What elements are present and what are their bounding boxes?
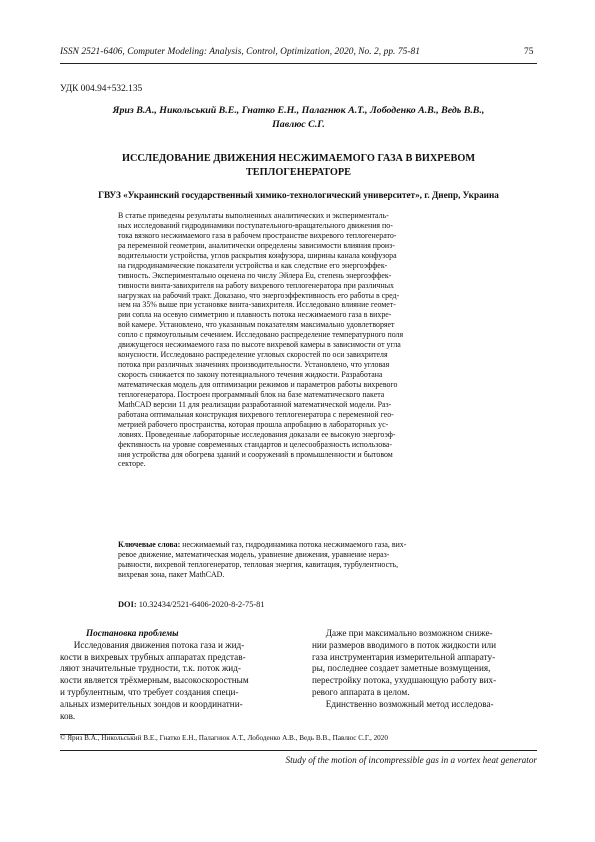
doi	[118, 600, 265, 609]
article-title	[60, 152, 537, 179]
footer-rule	[60, 750, 537, 751]
body-line: Даже при максимально возможном сниже-	[312, 628, 493, 638]
keywords-line: рывности, вихревой теплогенератор, тепловая энергия, кавитация, турбулентность,	[118, 559, 399, 569]
body-line: газа инструментария измерительной аппарату-	[312, 651, 496, 662]
page-number: 75	[524, 47, 534, 57]
abstract-line: ра переменной геометрии, аналитически определены зависимости влияния произ-	[118, 240, 395, 250]
header-rule	[60, 63, 537, 64]
abstract	[118, 211, 481, 469]
keywords-line: вихревая зона, пакет MathCAD.	[118, 569, 225, 579]
body-line: кости в вихревых трубных аппаратах представ-	[60, 651, 246, 662]
abstract-line: тока вязкого несжимаемого газа в рабочем пространстве вихревого теплогенерато-	[118, 230, 397, 240]
abstract-line: ния устройства для обогрева зданий и сооружений в промышленности и бытовом	[118, 449, 393, 459]
abstract-line: нагрузках на рабочий тракт. Доказано, что энергоэффективность его работы в сред-	[118, 290, 400, 300]
body-line: ков.	[60, 710, 76, 721]
journal-header: ISSN 2521-6406, Computer Modeling: Analysis, Control, Optimization, 2020, No. 2, pp. 75-81	[60, 47, 420, 57]
doi-label: DOI:	[118, 600, 137, 609]
abstract-line: тивность. Экспериментально оценена по числу Эйлера Eu, степень энергоэффек-	[118, 270, 392, 280]
abstract-line: теплогенератора. Построен программный блок на базе математического пакета	[118, 389, 385, 399]
abstract-line: потока при различных значениях производительности. Установлено, что угловая	[118, 360, 390, 370]
keywords-text: несжимаемый газ, гидродинамика потока несжимаемого газа, вих-	[180, 540, 407, 549]
authors	[60, 104, 537, 132]
abstract-line: метрией рабочего пространства, которая прошла апробацию в лабораторных ус-	[118, 419, 389, 429]
abstract-line: нем на 35% выше при установке винта-завихрителя. Исследовано влияние геомет-	[118, 300, 396, 310]
abstract-line: водительности устройства, углов раскрытия конфузора, ширины канала конфузора	[118, 250, 397, 260]
doi-value: 10.32434/2521-6406-2020-8-2-75-81	[136, 600, 265, 609]
title-line: ИССЛЕДОВАНИЕ ДВИЖЕНИЯ НЕСЖИМАЕМОГО ГАЗА В ВИХРЕВОМ	[121, 153, 476, 164]
body-line: Исследования движения потока газа и жид-	[60, 639, 245, 650]
abstract-line: фективность на уровне современных стандартов и целесообразность использова-	[118, 439, 392, 449]
keywords	[118, 540, 481, 580]
copyright-note: © Яриз В.А., Никольський В.Е., Гнатко Е.Н., Палагнюк А.Т., Лободенко А.В., Ведь В.В., Павлюс С.Г., 2020	[60, 734, 388, 742]
keywords-line	[118, 540, 481, 550]
abstract-line: В статье приведены результаты выполненных аналитических и эксперименталь-	[118, 211, 389, 220]
left-column	[60, 628, 285, 722]
abstract-line: рии сопла на осевую симметрию и плавность потока несжимаемого газа в вихре-	[118, 310, 392, 320]
body-line: ры, последнее создает заметные возмущения,	[312, 663, 491, 674]
abstract-line: ных исследований гидродинамики поступательного-вращательного движения по-	[118, 220, 393, 230]
body-line: ревого аппарата в целом.	[312, 686, 410, 697]
abstract-line: на гидродинамические показатели устройства и как следствие его энергоэффек-	[118, 260, 388, 270]
affiliation: ГВУЗ «Украинский государственный химико-технологический университет», г. Днепр, Украина	[98, 190, 499, 200]
body-line: нии размеров вводимого в поток жидкости или	[312, 639, 497, 650]
abstract-line: ловиях. Проведенные лабораторные исследования доказали ее высокую энергоэф-	[118, 429, 396, 439]
abstract-line: сопло с прямоугольным сечением. Исследовано распределение температурного поля	[118, 330, 404, 340]
body-line: и турбулентным, что требует создания специ-	[60, 686, 239, 697]
right-column	[312, 628, 537, 711]
running-footer: Study of the motion of incompressible gas in a vortex heat generator	[285, 755, 537, 765]
body-line: альных измерительных зондов и координатни-	[60, 698, 243, 709]
abstract-line: MathCAD версии 11 для реализации разработанной математической модели. Раз-	[118, 399, 392, 409]
body-line: Единственно возможный метод исследова-	[312, 698, 494, 709]
abstract-line: секторе.	[118, 459, 146, 469]
body-line: ляют значительные трудности, т.к. поток жид-	[60, 663, 241, 674]
section-title: Постановка проблемы	[86, 628, 179, 638]
title-line: ТЕПЛОГЕНЕРАТОРЕ	[245, 166, 352, 178]
udc-code: УДК 004.94+532.135	[60, 84, 143, 94]
abstract-line: скорость снижается по закону потенциального течения жидкости. Разработана	[118, 370, 383, 379]
authors-line: Яриз В.А., Никольський В.Е., Гнатко Е.Н., Палагнюк А.Т., Лободенко А.В., Ведь В.В.,	[112, 105, 485, 116]
body-line: кости является трёхмерным, высокоскоростным	[60, 675, 249, 686]
abstract-line: конусности. Исследовано распределение угловых скоростей по оси завихрителя	[118, 350, 388, 360]
keywords-label: Ключевые слова:	[118, 540, 181, 549]
abstract-line: движущегося несжимаемого газа по высоте вихревой камеры в зависимости от угла	[118, 340, 401, 350]
keywords-line: ревое движение, математическая модель, уравнение движения, уравнение нераз-	[118, 549, 390, 559]
body-line: перестройку потока, ухудшающую работу вих-	[312, 675, 497, 686]
abstract-line: тивности винта-завихрителя на работу вихревого теплогенератора при различных	[118, 280, 394, 290]
abstract-line: математическая модель для оптимизации режимов и параметров работы вихревого	[118, 379, 398, 389]
abstract-line: вой камере. Установлено, что указанным показателям максимально удовлетворяет	[118, 320, 395, 330]
abstract-line: работана оптимальная конструкция вихревого теплогенератора с переменной гео-	[118, 409, 394, 419]
authors-line: Павлюс С.Г.	[272, 119, 325, 130]
